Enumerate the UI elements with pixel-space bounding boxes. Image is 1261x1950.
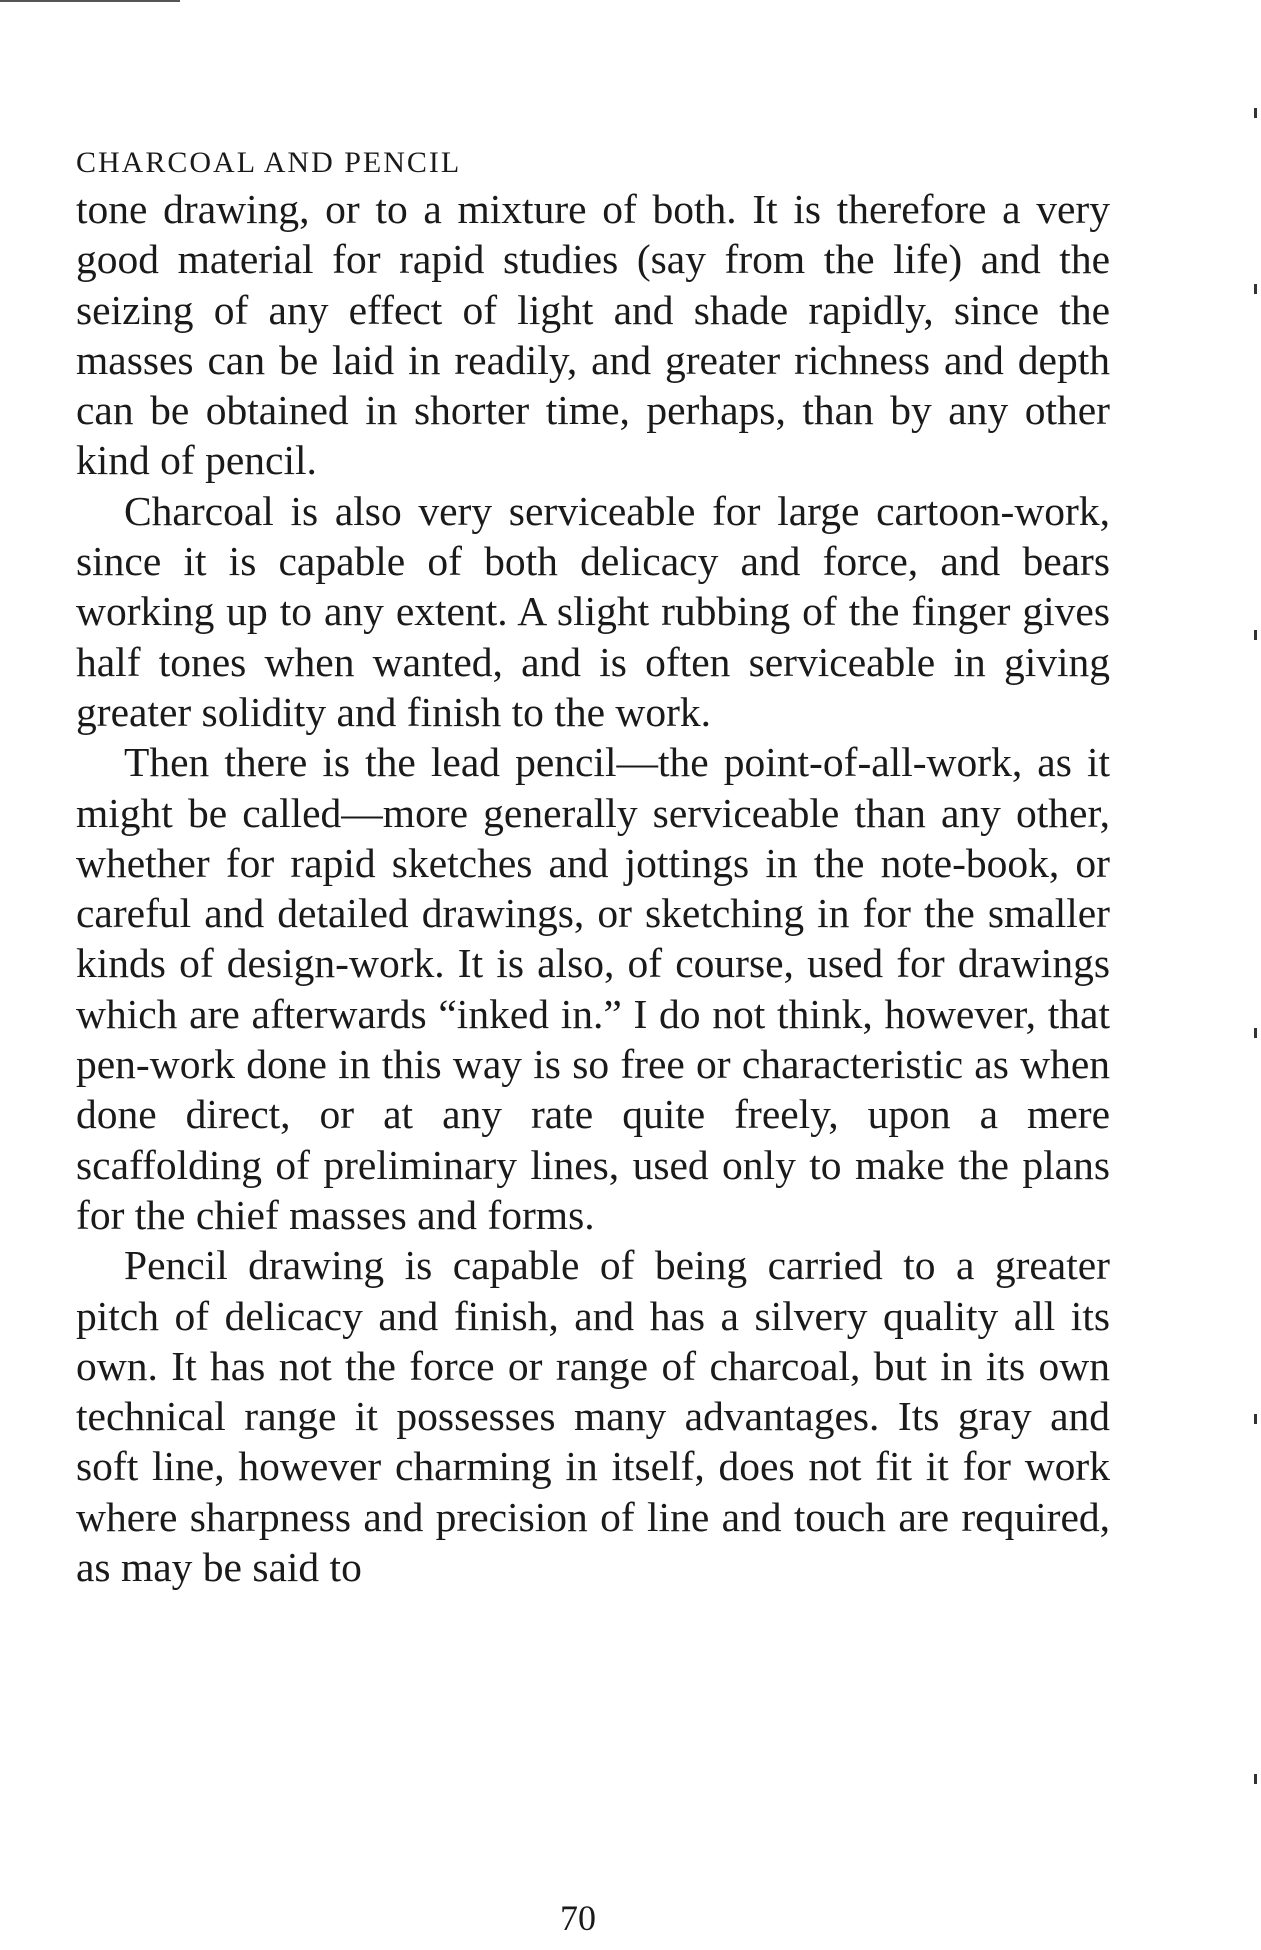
page-number: 70 <box>560 1898 596 1938</box>
margin-mark <box>1254 1774 1257 1784</box>
body-text <box>76 184 1110 1592</box>
paragraph: Charcoal is also very serviceable for large cartoon-work, since it is capable of both delicacy and force, and bears working up to any extent. A slight rubbing of the finger gives half tones when wanted, and is often serviceable in giving greater solidity and finish to the work. <box>76 487 1110 735</box>
margin-mark <box>1254 1028 1257 1038</box>
paragraph: tone drawing, or to a mixture of both. It is therefore a very good material for rapid studies (say from the life) and the seizing of any effect of light and shade rapidly, since the masses can be laid in readily, and greater richness and depth can be obtained in shorter time, perhaps, than by any other kind of pencil. <box>76 186 1110 484</box>
top-edge-rule <box>0 0 180 2</box>
paragraph: Pencil drawing is capable of being carried to a greater pitch of delicacy and finish, and has a silvery quality all its own. It has not the force or range of charcoal, but in its own technical range it possesses many advantages. Its gray and soft line, however charming in itself, does not fit it for work where sharpness and precision of line and touch are required, as may be said to <box>76 1242 1110 1591</box>
margin-mark <box>1254 630 1257 640</box>
running-head: CHARCOAL AND PENCIL <box>76 146 462 179</box>
margin-mark <box>1254 108 1257 118</box>
book-page <box>76 146 1110 1592</box>
paragraph: Then there is the lead pencil—the point-of-all-work, as it might be called—more generally serviceable than any other, whether for rapid sketches and jottings in the note-book, or careful and detailed drawings, or sketching in for the smaller kinds of design-work. It is also, of course, used for drawings which are afterwards “inked in.” I do not think, however, that pen-work done in this way is so free or characteristic as when done direct, or at any rate quite freely, upon a mere scaffolding of preliminary lines, used only to make the plans for the chief masses and forms. <box>76 739 1110 1238</box>
margin-mark <box>1254 284 1257 294</box>
margin-mark <box>1254 1414 1257 1424</box>
